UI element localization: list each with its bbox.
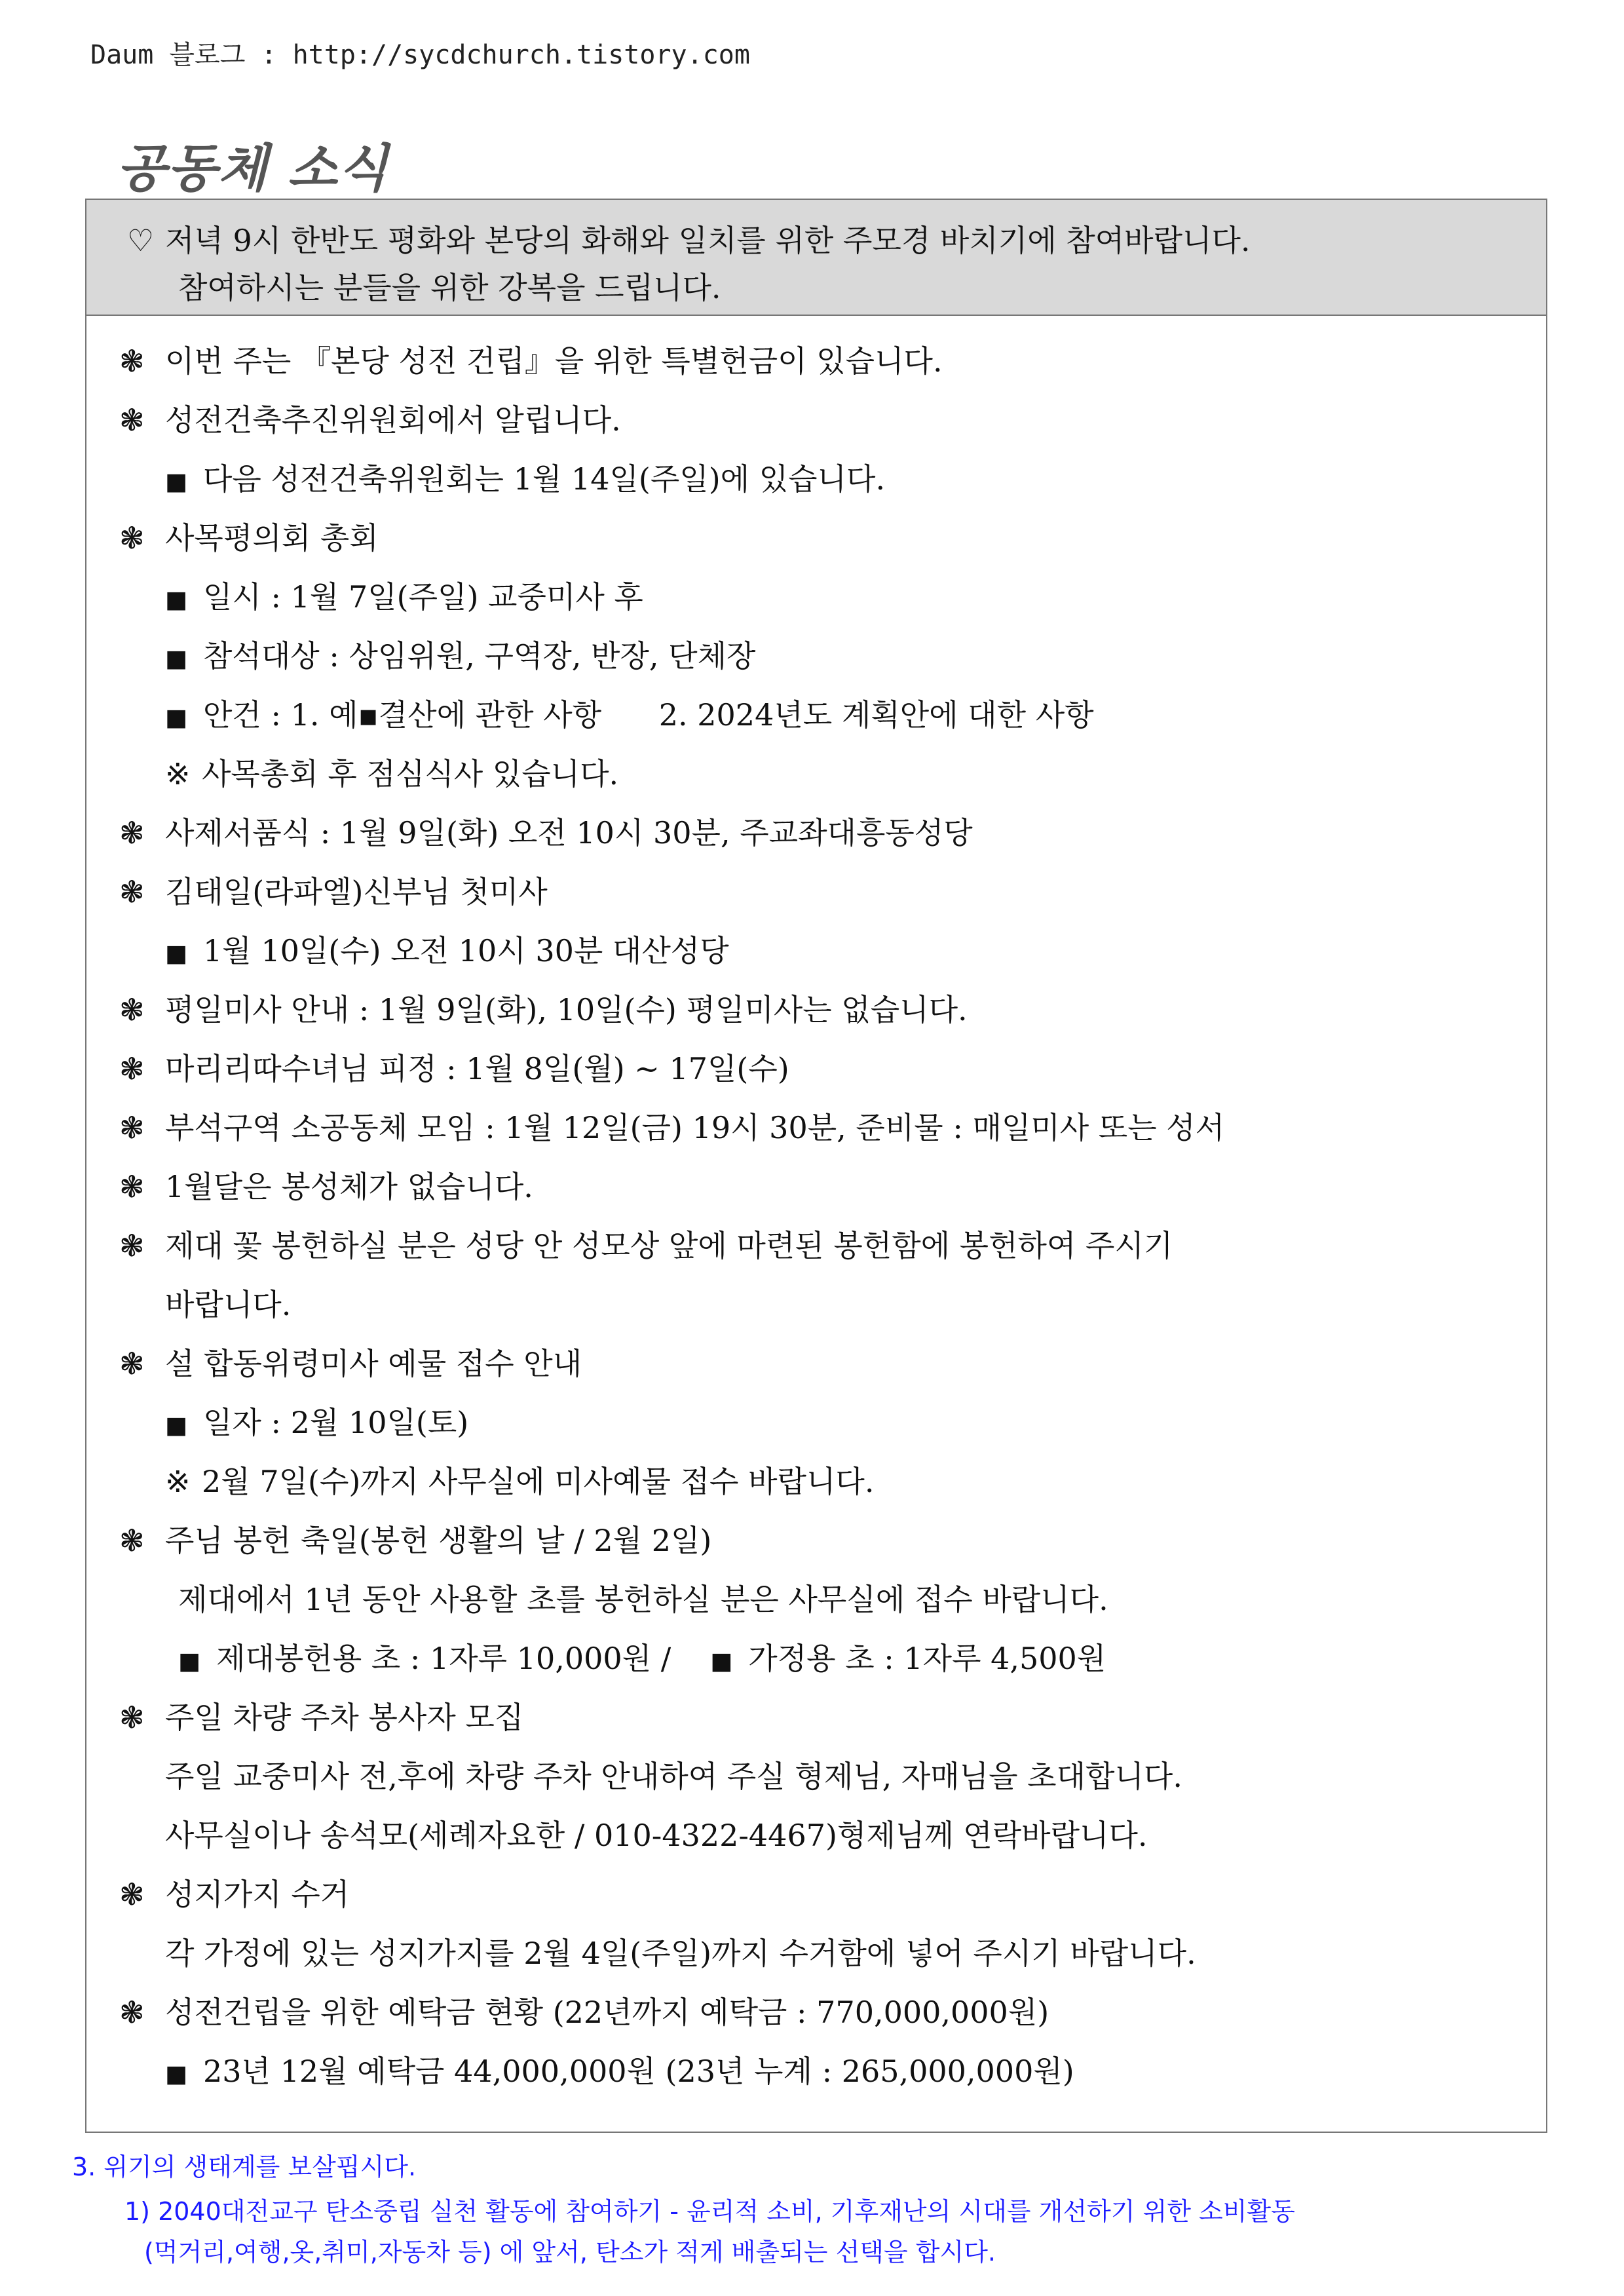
list-item — [119, 1108, 1224, 1147]
list-item — [119, 400, 621, 440]
flower-bullet-icon: ❃ — [119, 520, 145, 556]
sub-item — [165, 2052, 1074, 2094]
flower-bullet-icon: ❃ — [119, 1877, 145, 1912]
list-item — [119, 1698, 523, 1737]
list-item — [119, 1993, 1049, 2032]
flower-bullet-icon: ❃ — [119, 1700, 145, 1735]
eco-footer — [72, 2147, 1295, 2267]
item-text: 주님 봉헌 축일(봉헌 생활의 날 / 2월 2일) — [165, 1523, 712, 1558]
item-text: 다음 성전건축위원회는 1월 14일(주일)에 있습니다. — [203, 461, 886, 497]
list-item — [119, 1167, 533, 1206]
news-box — [85, 199, 1547, 2133]
list-item — [119, 1344, 582, 1383]
blog-header: Daum 블로그 : http://sycdchurch.tistory.com — [90, 40, 750, 70]
item-text: 설 합동위령미사 예물 접수 안내 — [165, 1346, 582, 1381]
prayer-notice — [86, 200, 1546, 316]
sub-item — [165, 459, 885, 502]
square-bullet-icon: ■ — [165, 586, 188, 613]
sub-item — [165, 931, 729, 974]
flower-bullet-icon: ❃ — [119, 1051, 145, 1086]
item-detail: 사무실이나 송석모(세례자요한 / 010-4322-4467)형제님께 연락바랍니다. — [165, 1818, 1148, 1853]
item-text: 안건 : 1. 예▪결산에 관한 사항 2. 2024년도 계획안에 대한 사항 — [203, 697, 1094, 733]
notice-line-2: 참여하시는 분들을 위한 강복을 드립니다. — [178, 270, 721, 305]
item-text: 마리리따수녀님 피정 : 1월 8일(월) ~ 17일(수) — [165, 1051, 789, 1086]
sub-item — [165, 695, 1094, 738]
item-text: 참석대상 : 상임위원, 구역장, 반장, 단체장 — [203, 638, 756, 674]
item-text: 23년 12월 예탁금 44,000,000원 (23년 누계 : 265,000,000원) — [203, 2054, 1074, 2089]
list-item — [119, 990, 968, 1029]
list-item — [119, 1521, 711, 1560]
list-item — [119, 518, 379, 558]
flower-bullet-icon: ❃ — [119, 1110, 145, 1145]
flower-bullet-icon: ❃ — [119, 343, 145, 379]
square-bullet-icon: ■ — [710, 1648, 733, 1675]
footer-line-1: 1) 2040대전교구 탄소중립 실천 활동에 참여하기 - 윤리적 소비, 기후재난의 시대를 개선하기 위한 소비활동 — [124, 2197, 1295, 2226]
sub-item — [178, 1639, 1106, 1681]
notice-text-1: 저녁 9시 한반도 평화와 본당의 화해와 일치를 위한 주모경 바치기에 참여바랍니다. — [165, 223, 1251, 258]
list-item — [119, 1049, 789, 1088]
flower-bullet-icon: ❃ — [119, 1228, 145, 1263]
footer-line-2: (먹거리,여행,옷,취미,자동차 등) 에 앞서, 탄소가 적게 배출되는 선택을 합시다. — [144, 2238, 996, 2267]
item-text: 제대봉헌용 초 : 1자루 10,000원 / — [216, 1641, 671, 1676]
list-item — [119, 813, 973, 852]
item-text: 성지가지 수거 — [165, 1877, 350, 1912]
square-bullet-icon: ■ — [178, 1648, 201, 1675]
item-text: 1월 10일(수) 오전 10시 30분 대산성당 — [203, 933, 729, 968]
reference-mark-icon: ※ — [165, 1464, 191, 1499]
flower-bullet-icon: ❃ — [119, 1995, 145, 2030]
note-item — [165, 754, 618, 794]
square-bullet-icon: ■ — [165, 940, 188, 967]
item-text: 1월달은 봉성체가 없습니다. — [165, 1169, 533, 1204]
square-bullet-icon: ■ — [165, 704, 188, 731]
item-text: 주일 차량 주차 봉사자 모집 — [165, 1700, 524, 1735]
item-text: 2월 7일(수)까지 사무실에 미사예물 접수 바랍니다. — [202, 1464, 875, 1499]
item-text: 평일미사 안내 : 1월 9일(화), 10일(수) 평일미사는 없습니다. — [165, 992, 968, 1027]
item-detail: 주일 교중미사 전,후에 차량 주차 안내하여 주실 형제님, 자매님을 초대합니다. — [165, 1759, 1182, 1794]
item-text: 제대 꽃 봉헌하실 분은 성당 안 성모상 앞에 마련된 봉헌함에 봉헌하여 주시기 — [165, 1228, 1173, 1263]
flower-bullet-icon: ❃ — [119, 1346, 145, 1381]
list-item — [119, 1226, 1173, 1265]
flower-bullet-icon: ❃ — [119, 1169, 145, 1204]
square-bullet-icon: ■ — [165, 1412, 188, 1439]
item-text: 가정용 초 : 1자루 4,500원 — [748, 1641, 1106, 1676]
item-text: 사목총회 후 점심식사 있습니다. — [202, 756, 619, 792]
sub-item — [165, 577, 643, 620]
notice-line-1 — [127, 217, 1251, 260]
flower-bullet-icon: ❃ — [119, 815, 145, 851]
page-title: 공동체 소식 — [117, 140, 389, 199]
sub-item — [165, 636, 755, 679]
item-text: 부석구역 소공동체 모임 : 1월 12일(금) 19시 30분, 준비물 : 매일미사 또는 성서 — [165, 1110, 1225, 1145]
flower-bullet-icon: ❃ — [119, 1523, 145, 1558]
list-item — [119, 872, 548, 911]
item-text: 김태일(라파엘)신부님 첫미사 — [165, 874, 548, 909]
reference-mark-icon: ※ — [165, 756, 191, 792]
item-continuation: 바랍니다. — [165, 1287, 292, 1322]
flower-bullet-icon: ❃ — [119, 992, 145, 1027]
item-detail: 제대에서 1년 동안 사용할 초를 봉헌하실 분은 사무실에 접수 바랍니다. — [178, 1582, 1108, 1617]
flower-bullet-icon: ❃ — [119, 402, 145, 438]
sub-item — [165, 1403, 468, 1445]
square-bullet-icon: ■ — [165, 645, 188, 672]
item-text: 사목평의회 총회 — [165, 520, 379, 556]
list-item — [119, 341, 943, 381]
note-item — [165, 1462, 874, 1501]
item-text: 성전건립을 위한 예탁금 현황 (22년까지 예탁금 : 770,000,000원) — [165, 1995, 1049, 2030]
item-text: 성전건축추진위원회에서 알립니다. — [165, 402, 621, 438]
flower-bullet-icon: ❃ — [119, 874, 145, 909]
item-detail: 각 가정에 있는 성지가지를 2월 4일(주일)까지 수거함에 넣어 주시기 바랍니다. — [165, 1936, 1196, 1971]
list-item — [119, 1875, 349, 1914]
item-text: 사제서품식 : 1월 9일(화) 오전 10시 30분, 주교좌대흥동성당 — [165, 815, 973, 851]
heart-outline-icon: ♡ — [127, 223, 155, 258]
square-bullet-icon: ■ — [165, 2061, 188, 2088]
item-text: 이번 주는 『본당 성전 건립』을 위한 특별헌금이 있습니다. — [165, 343, 943, 379]
footer-heading: 3. 위기의 생태계를 보살핍시다. — [72, 2152, 417, 2181]
square-bullet-icon: ■ — [165, 469, 188, 495]
item-text: 일자 : 2월 10일(토) — [203, 1405, 469, 1440]
item-text: 일시 : 1월 7일(주일) 교중미사 후 — [203, 579, 643, 615]
